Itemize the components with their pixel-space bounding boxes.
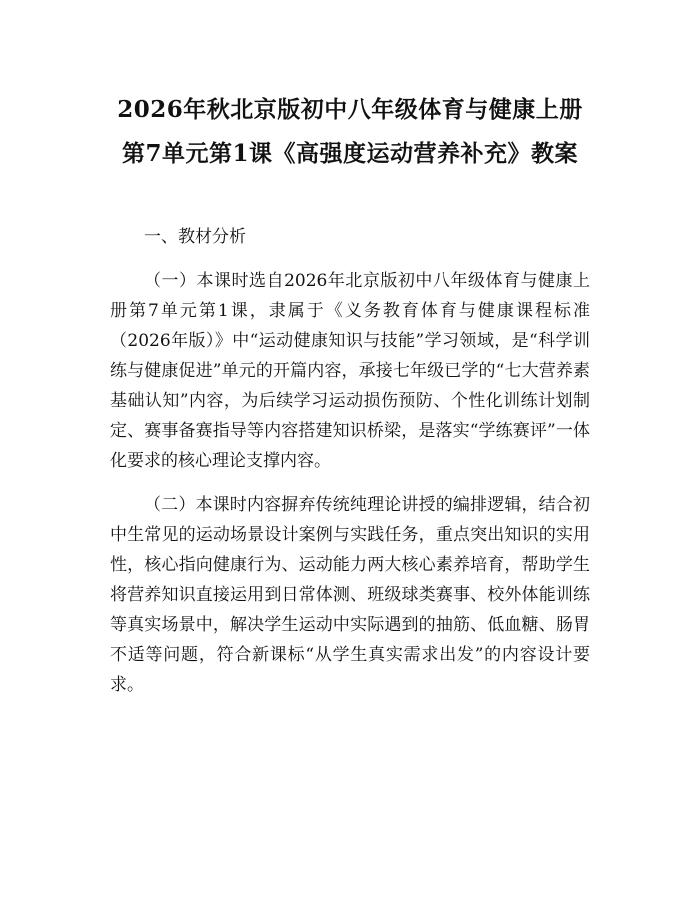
paragraph: （一）本课时选自2026年北京版初中八年级体育与健康上册第7单元第1课，隶属于《义务教育体育与健康课程标准（2026年版）》中“运动健康知识与技能”学习领域，是“科学训练与健康促进”单元的开篇内容，承接七年级已学的“七大营养素基础认知”内容，为后续学习运动损伤预防、个性化训练计划制定、赛事备赛指导等内容搭建知识桥梁，是落实“学练赛评”一体化要求的核心理论支撑内容。 [110,271,590,471]
document-body [110,222,590,700]
section-heading: 一、教材分析 [144,227,246,247]
document-title: 2026年秋北京版初中八年级体育与健康上册第7单元第1课《高强度运动营养补充》教案 [117,96,583,167]
paragraph: （二）本课时内容摒弃传统纯理论讲授的编排逻辑，结合初中生常见的运动场景设计案例与实践任务，重点突出知识的实用性，核心指向健康行为、运动能力两大核心素养培育，帮助学生将营养知识直接运用到日常体测、班级球类赛事、校外体能训练等真实场景中，解决学生运动中实际遇到的抽筋、低血糖、肠胃不适等问题，符合新课标“从学生真实需求出发”的内容设计要求。 [110,495,590,695]
